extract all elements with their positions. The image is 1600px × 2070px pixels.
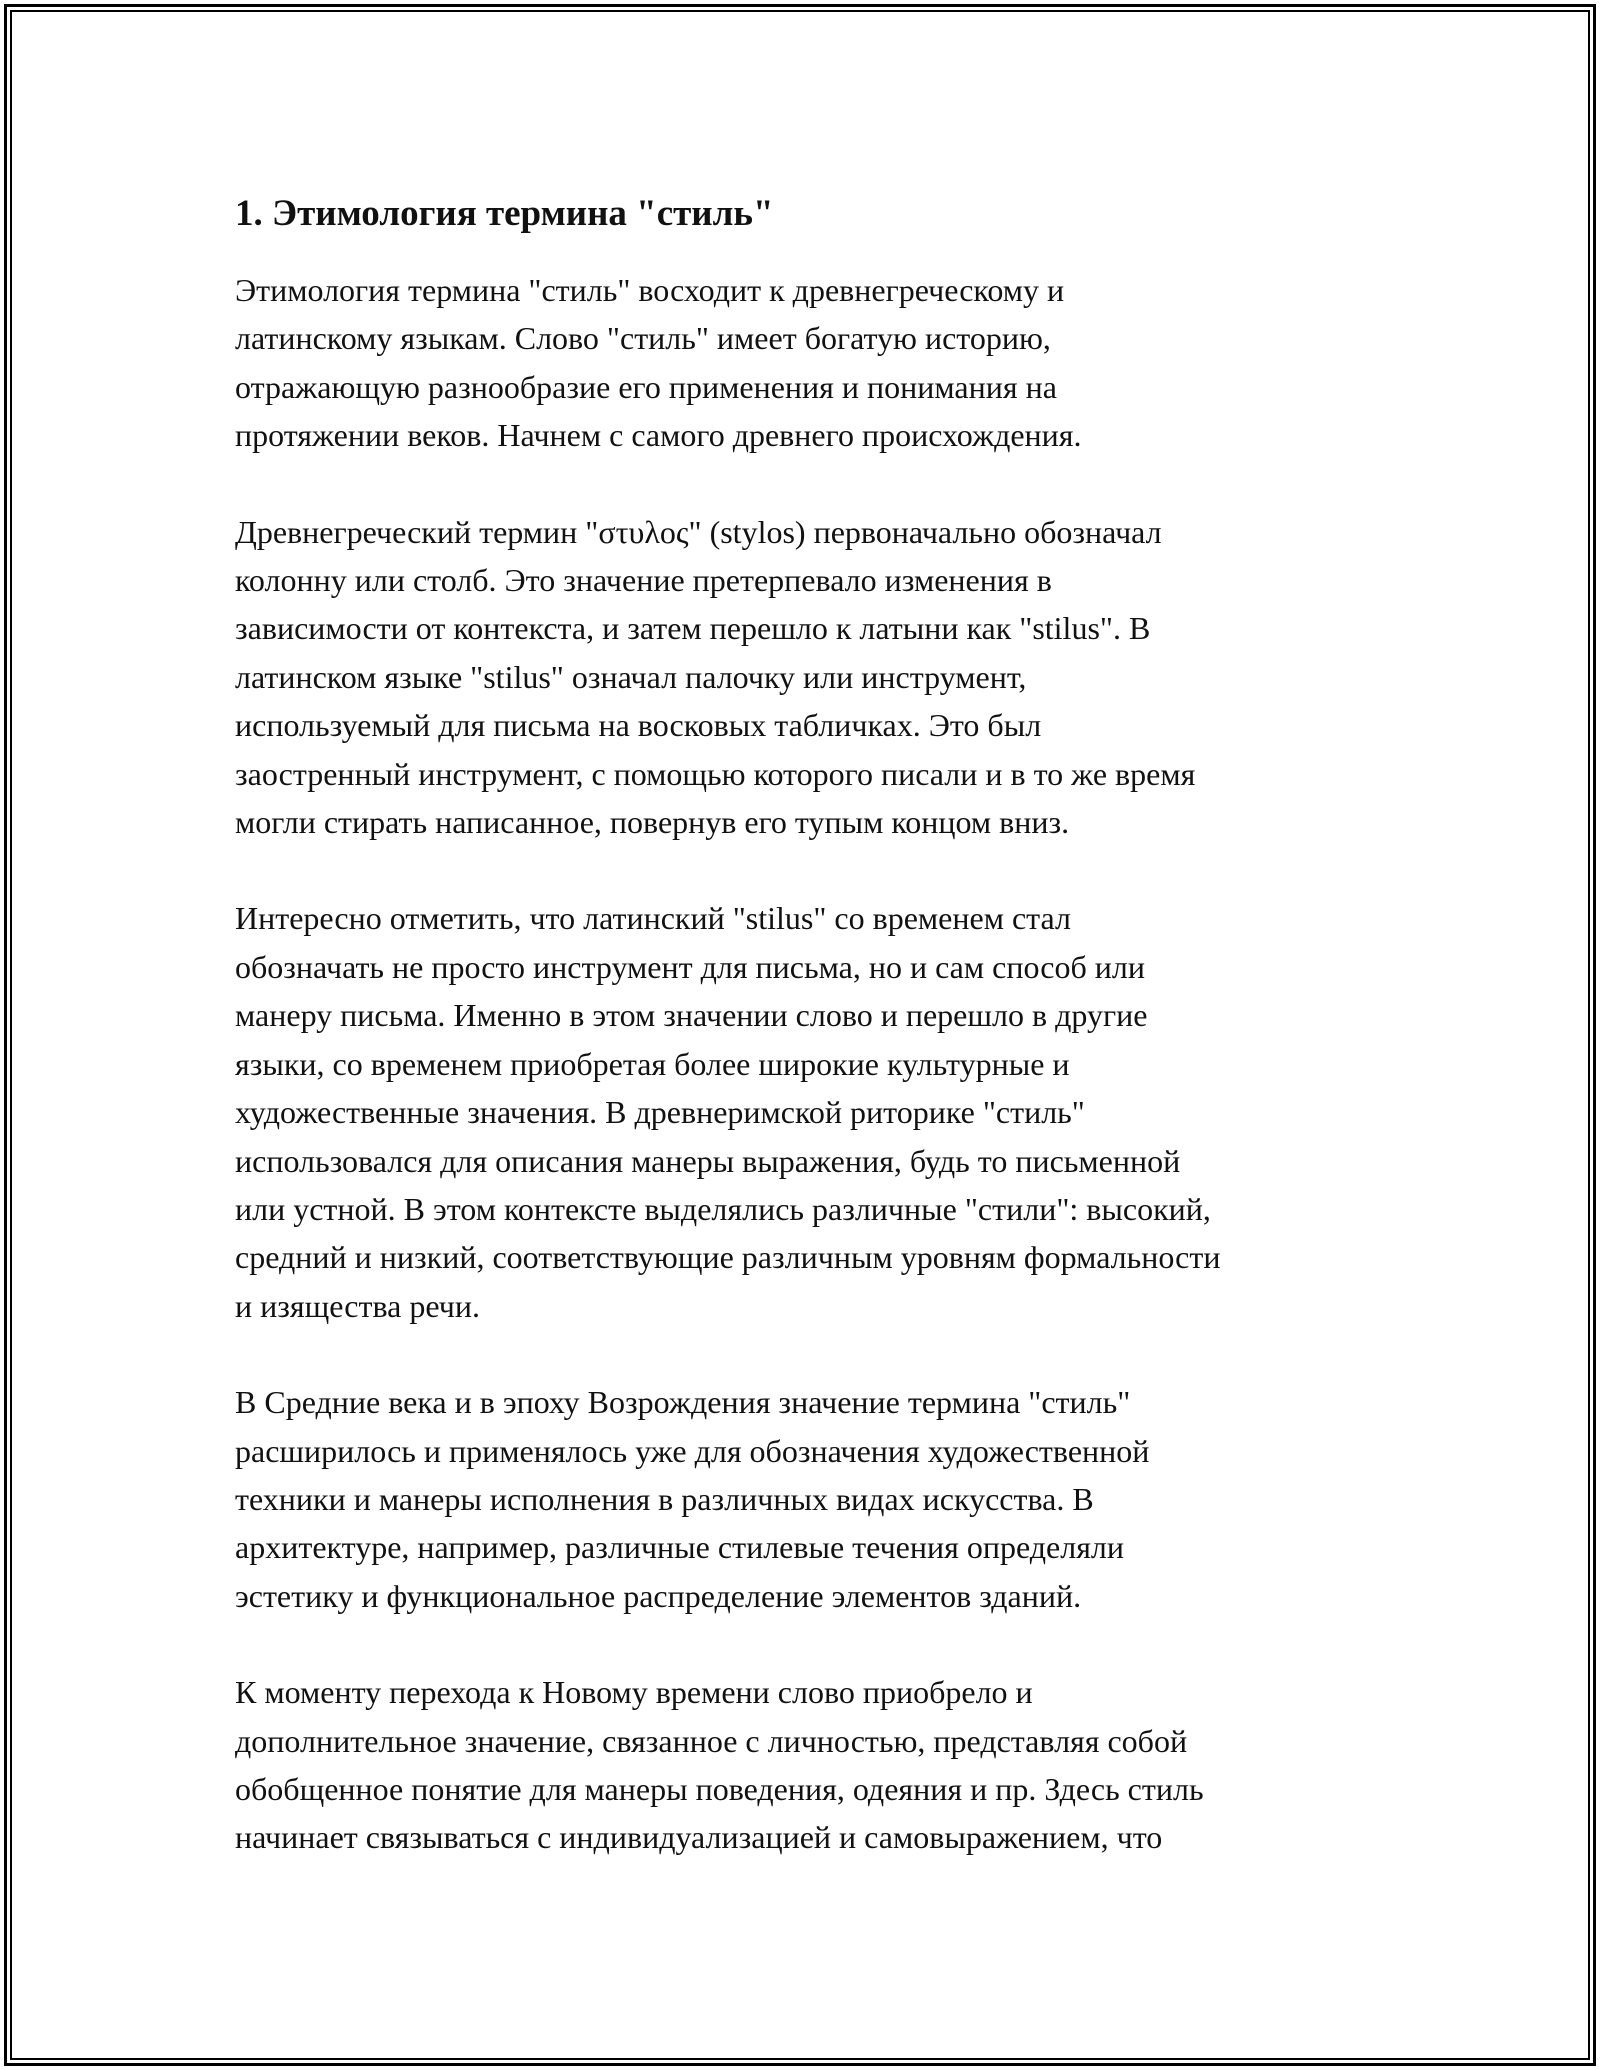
text-line: Интересно отметить, что латинский "stilus" со временем стал [235, 900, 1071, 937]
text-line: могли стирать написанное, повернув его тупым концом вниз. [235, 804, 1070, 841]
text-line: или устной. В этом контексте выделялись различные "стили": высокий, [235, 1190, 1211, 1227]
text-line: и изящества речи. [235, 1287, 480, 1324]
document-page [235, 188, 1375, 1910]
text-line: техники и манеры исполнения в различных видах искусства. В [235, 1480, 1094, 1517]
text-line: латинском языке "stilus" означал палочку или инструмент, [235, 658, 1027, 695]
text-line: языки, со временем приобретая более широкие культурные и [235, 1045, 1070, 1082]
text-line: дополнительное значение, связанное с личностью, представляя собой [235, 1722, 1188, 1759]
text-line: обозначать не просто инструмент для письма, но и сам способ или [235, 948, 1145, 985]
text-line: расширилось и применялось уже для обозначения художественной [235, 1432, 1150, 1469]
paragraph-1 [235, 266, 1375, 460]
text-line: протяжении веков. Начнем с самого древнего происхождения. [235, 417, 1082, 454]
text-line: Древнегреческий термин "στυλος" (stylos) первоначально обозначал [235, 513, 1162, 550]
text-line: эстетику и функциональное распределение элементов зданий. [235, 1577, 1082, 1614]
paragraph-3 [235, 894, 1375, 1330]
paragraph-2 [235, 508, 1375, 847]
text-line: заостренный инструмент, с помощью которого писали и в то же время [235, 755, 1196, 792]
text-line: колонну или столб. Это значение претерпевало изменения в [235, 562, 1052, 599]
text-line: отражающую разнообразие его применения и понимания на [235, 368, 1057, 405]
text-line: используемый для письма на восковых табличках. Это был [235, 707, 1042, 744]
text-line: зависимости от контекста, и затем перешло к латыни как "stilus". В [235, 610, 1151, 647]
text-line: манеру письма. Именно в этом значении слово и перешло в другие [235, 997, 1148, 1034]
text-line: В Средние века и в эпоху Возрождения значение термина "стиль" [235, 1384, 1131, 1421]
text-line: начинает связываться с индивидуализацией и самовыражением, что [235, 1819, 1163, 1856]
text-line: латинскому языкам. Слово "стиль" имеет богатую историю, [235, 320, 1051, 357]
text-line: обобщенное понятие для манеры поведения, одеяния и пр. Здесь стиль [235, 1770, 1204, 1807]
paragraph-5 [235, 1668, 1375, 1862]
text-line: средний и низкий, соответствующие различным уровням формальности [235, 1239, 1221, 1276]
paragraph-4 [235, 1378, 1375, 1620]
text-line: К моменту перехода к Новому времени слово приобрело и [235, 1674, 1033, 1711]
text-line: использовался для описания манеры выражения, будь то письменной [235, 1142, 1181, 1179]
section-title: 1. Этимология термина "стиль" [235, 193, 774, 234]
text-line: художественные значения. В древнеримской риторике "стиль" [235, 1094, 1085, 1131]
text-line: архитектуре, например, различные стилевые течения определяли [235, 1529, 1124, 1566]
text-line: Этимология термина "стиль" восходит к древнегреческому и [235, 272, 1065, 308]
